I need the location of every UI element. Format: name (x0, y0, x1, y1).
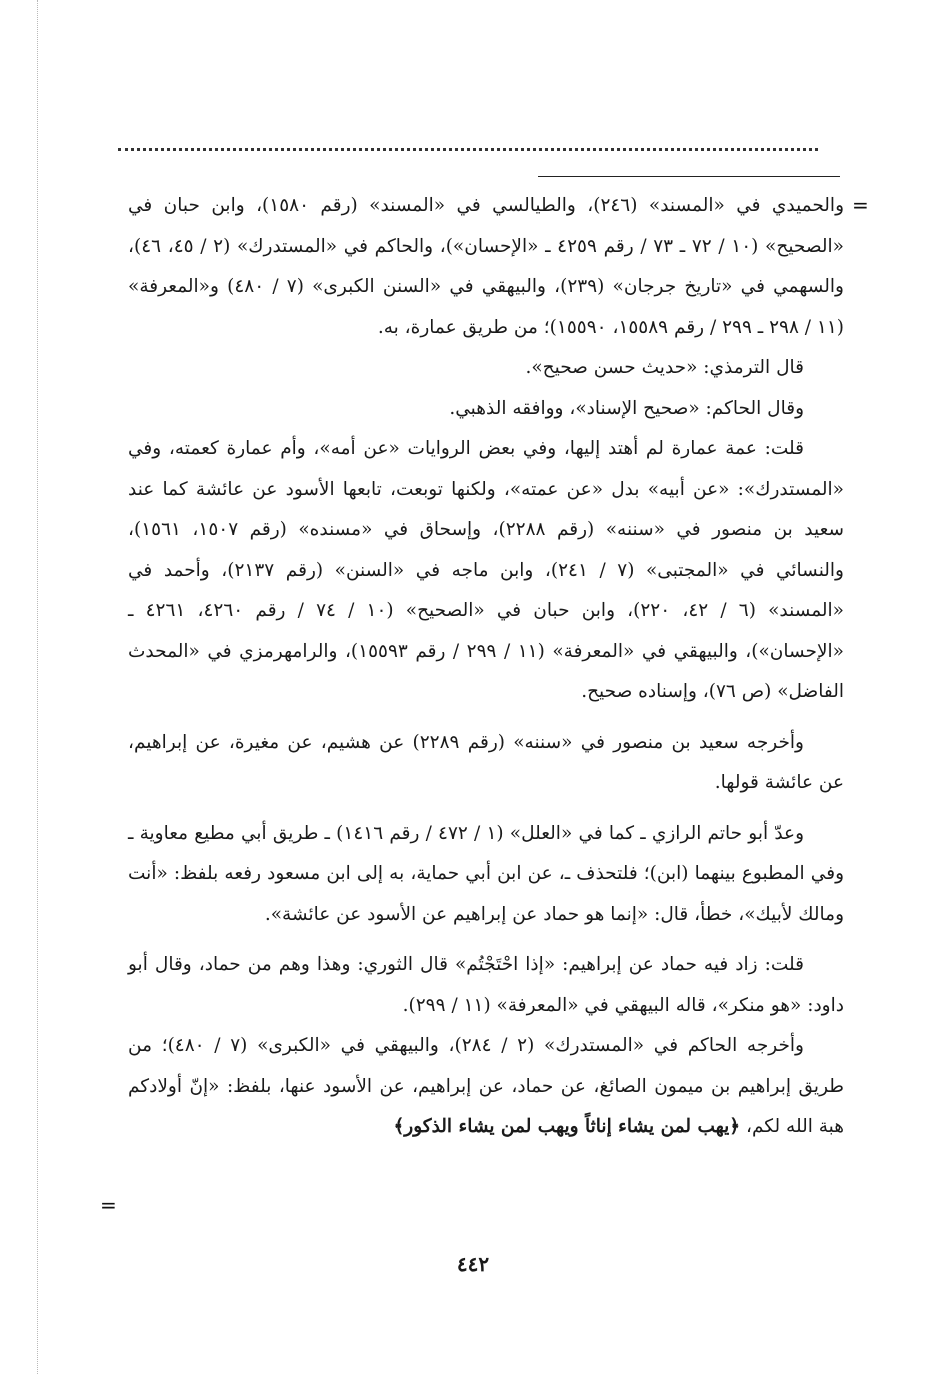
paragraph-tirmidhi: قال الترمذي: «حديث حسن صحيح». (525, 357, 804, 378)
footnote-rule (538, 176, 840, 177)
paragraph-hakim-2 (128, 1026, 844, 1148)
continuation-end-marker: = (100, 1193, 117, 1217)
paragraph-sources: والحميدي في «المسند» (٢٤٦)، والطيالسي في «المسند» (رقم ١٥٨٠)، وابن حبان في «الصحيح» (١٠ / ٧٢ ـ ٧٣ / رقم ٤٢٥٩ ـ «الإحسان»)، والحاكم في «المستدرك» (٢ / ٤٥، ٤٦)، والسهمي في «تاريخ جرجان» (٢٣٩)، والبيهقي في «السنن الكبرى» (٧ / ٤٨٠) و«المعرفة» (١١ / ٢٩٨ ـ ٢٩٩ / رقم ١٥٥٨٩، ١٥٥٩٠)؛ من طريق عمارة، به. (128, 195, 845, 338)
page-number: ٤٤٢ (456, 1252, 490, 1276)
paragraph-hakim-2-text: وأخرجه الحاكم في «المستدرك» (٢ / ٢٨٤)، والبيهقي في «الكبرى» (٧ / ٤٨٠)؛ من طريق إبراهيم بن ميمون الصائغ، عن حماد، عن إبراهيم، عن الأسود عنها، بلفظ: «إنّ أولادكم هبة الله لكم، (128, 1035, 844, 1137)
paragraph-note-2: قلت: زاد فيه حماد عن إبراهيم: «إذا احْتَجْتُم» قال الثوري: وهذا وهم من حماد، وقال أبو داود: «هو منكر»، قاله البيهقي في «المعرفة» (١١ / ٢٩٩). (128, 954, 844, 1016)
separator-dots (118, 148, 818, 151)
paragraph-saeed: وأخرجه سعيد بن منصور في «سننه» (رقم ٢٢٨٩) عن هشيم، عن مغيرة، عن إبراهيم، عن عائشة قولها. (128, 731, 844, 793)
scan-edge-dots (37, 0, 38, 1374)
footnote-body (128, 186, 844, 1148)
continuation-start-marker: = (852, 193, 869, 217)
paragraph-abu-hatim: وعدّ أبو حاتم الرازي ـ كما في «العلل» (١ / ٤٧٢ / رقم ١٤١٦) ـ طريق أبي مطيع معاوية ـ وفي المطبوع بينهما (ابن)؛ فلتحذف ـ، عن ابن أبي حماية، به إلى ابن مسعود رفعه بلفظ: «أنت ومالك لأبيك»، خطأ، قال: «إنما هو حماد عن إبراهيم عن الأسود عن عائشة». (128, 822, 844, 925)
paragraph-hakim: وقال الحاكم: «صحيح الإسناد»، ووافقه الذهبي. (449, 397, 804, 419)
paragraph-note-1: قلت: عمة عمارة لم أهتد إليها، وفي بعض الروايات «عن أمه»، وأم عمارة كعمته، وفي «المستدرك»: «عن أبيه» بدل «عن عمته»، ولكنها توبعت، تابعها الأسود عن عائشة كما عند سعيد بن منصور في «سننه» (رقم ٢٢٨٨)، وإسحاق في «مسنده» (رقم ١٥٠٧، ١٥٦١)، والنسائي في «المجتبى» (٧ / ٢٤١)، وابن ماجه في «السنن» (رقم ٢١٣٧)، وأحمد في «المسند» (٦ / ٤٢، ٢٢٠)، وابن حبان في «الصحيح» (١٠ / ٧٤ / رقم ٤٢٦٠، ٤٢٦١ ـ «الإحسان»)، والبيهقي في «المعرفة» (١١ / ٢٩٩ / رقم ١٥٥٩٣)، والرامهرمزي في «المحدث الفاضل» (ص ٧٦)، وإسناده صحيح. (128, 438, 844, 702)
quran-quote: ﴿يهب لمن يشاء إناثاً ويهب لمن يشاء الذكور﴾ (393, 1116, 741, 1137)
